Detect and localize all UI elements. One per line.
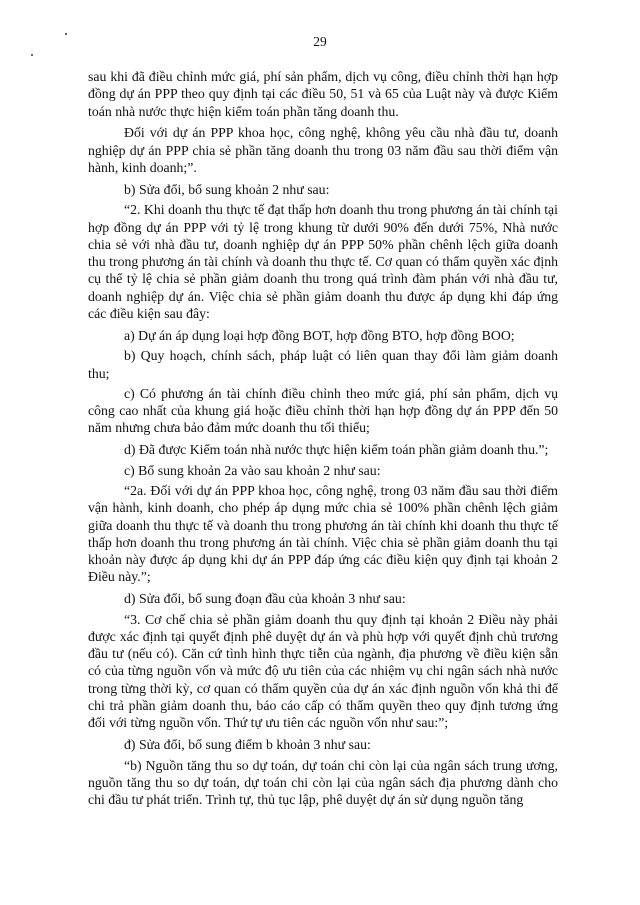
- document-body: [88, 68, 558, 813]
- paragraph: a) Dự án áp dụng loại hợp đồng BOT, hợp đồng BTO, hợp đồng BOO;: [124, 327, 515, 343]
- paragraph: b) Sửa đổi, bổ sung khoản 2 như sau:: [124, 181, 330, 197]
- paragraph: sau khi đã điều chỉnh mức giá, phí sản phẩm, dịch vụ công, điều chỉnh thời hạn hợp đồng dự án PPP theo quy định tại các điều 50, 51 và 65 của Luật này và được Kiểm toán nhà nước thực hiện kiểm toán phần tăng doanh thu.: [88, 69, 558, 119]
- paragraph: Đối với dự án PPP khoa học, công nghệ, không yêu cầu nhà đầu tư, doanh nghiệp dự án PPP chia sẻ phần tăng doanh thu trong 03 năm đầu sau thời điểm vận hành, kinh doanh;”.: [88, 125, 558, 176]
- paragraph: b) Quy hoạch, chính sách, pháp luật có liên quan thay đổi làm giảm doanh thu;: [88, 348, 558, 381]
- paragraph: đ) Sửa đổi, bổ sung điểm b khoản 3 như sau:: [124, 737, 371, 753]
- paragraph: “b) Nguồn tăng thu so dự toán, dự toán chi còn lại của ngân sách trung ương, nguồn tăng thu so dự toán, dự toán chi còn lại của ngân sách địa phương dành cho chi đầu tư phát triển. Trình tự, thủ tục lập, phê duyệt dự án sử dụng nguồn tăng: [88, 757, 558, 808]
- page-number: 29: [313, 34, 327, 49]
- paragraph: d) Sửa đổi, bổ sung đoạn đầu của khoản 3 như sau:: [124, 591, 406, 607]
- paragraph: “2a. Đối với dự án PPP khoa học, công nghệ, trong 03 năm đầu sau thời điểm vận hành, kinh doanh, cho phép áp dụng mức chia sẻ 100% phần chênh lệch giảm giữa doanh thu thực tế và doanh thu trong phương án tài chính khi doanh thu thực tế thấp hơn doanh thu trong phương án tài chính. Việc chia sẻ phần giảm doanh thu tại khoản này được áp dụng khi dự án PPP đáp ứng các điều kiện quy định tại khoản 2 Điều này.”;: [88, 482, 558, 585]
- paragraph: “3. Cơ chế chia sẻ phần giảm doanh thu quy định tại khoản 2 Điều này phải được xác định tại quyết định phê duyệt dự án và phù hợp với quyết định chủ trương đầu tư (nếu có). Căn cứ tình hình thực tiễn của ngành, địa phương về điều kiện sẵn có của từng nguồn vốn và mức độ ưu tiên của các nhiệm vụ chi ngân sách nhà nước trong từng thời kỳ, cơ quan có thẩm quyền của dự án xác định nguồn vốn khả thi để chi trả phần giảm doanh thu, báo cáo cấp có thẩm quyền theo quy định tương ứng đối với từng nguồn vốn. Thứ tự ưu tiên các nguồn vốn như sau:”;: [88, 611, 558, 731]
- paragraph: “2. Khi doanh thu thực tế đạt thấp hơn doanh thu trong phương án tài chính tại hợp đồng dự án PPP với tỷ lệ trong khung từ dưới 90% đến dưới 75%, Nhà nước chia sẻ với nhà đầu tư, doanh nghiệp dự án PPP 50% phần chênh lệch giữa doanh thu trong phương án tài chính và doanh thu thực tế. Cơ quan có thẩm quyền xác định cụ thể tỷ lệ chia sẻ phần giảm doanh thu trong quá trình đàm phán với nhà đầu tư, doanh nghiệp dự án. Việc chia sẻ phần giảm doanh thu được áp dụng khi đáp ứng các điều kiện sau đây:: [88, 202, 558, 322]
- scan-speck: [31, 54, 33, 56]
- paragraph: d) Đã được Kiểm toán nhà nước thực hiện kiểm toán phần giảm doanh thu.”;: [124, 442, 549, 458]
- paragraph: c) Bổ sung khoản 2a vào sau khoản 2 như sau:: [124, 462, 381, 478]
- paragraph: c) Có phương án tài chính điều chỉnh theo mức giá, phí sản phẩm, dịch vụ công cao nhất của khung giá hoặc điều chỉnh thời hạn hợp đồng dự án PPP đến 50 năm nhưng chưa bảo đảm mức doanh thu tối thiểu;: [88, 385, 558, 436]
